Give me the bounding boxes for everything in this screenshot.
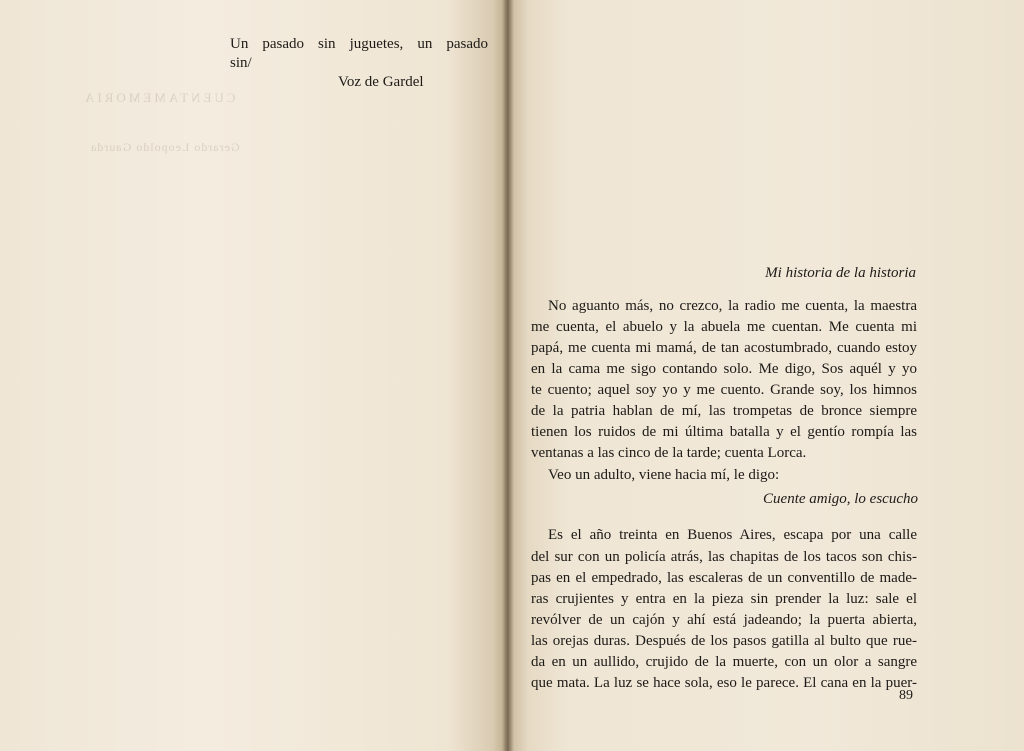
text-line: Veo un adulto, viene hacia mí, le digo: (548, 467, 780, 483)
epigraph-word: Un (230, 36, 249, 52)
text-line: te cuento; aquel soy yo y me cuento. Grande soy, los himnos (531, 382, 917, 398)
text-line: que mata. La luz se hace sola, eso le parece. El cana en la puer- (531, 675, 917, 691)
left-page (0, 0, 508, 751)
text-line: ventanas a las cinco de la tarde; cuenta Lorca. (531, 445, 807, 461)
show-through-author: Gerardo Leopoldo Gaurda (90, 140, 240, 154)
text-line: de la patria hablan de mí, las trompetas de bronce siempre (531, 403, 917, 419)
epigraph-author: Voz de Gardel (338, 74, 424, 90)
epigraph-word: pasado (262, 36, 305, 52)
text-line: del sur con un policía atrás, las chapitas de los tacos son chis- (531, 549, 917, 565)
text-line: en la cama me sigo contando solo. Me digo, Sos aquél y yo (531, 361, 917, 377)
text-line: revólver de un cajón y ahí está jadeando; la puerta abierta, (531, 612, 917, 628)
book-gutter (502, 0, 514, 751)
text-line: pas en el empedrado, las escaleras de un conventillo de made- (531, 570, 917, 586)
epigraph-line-2: sin/ (230, 55, 252, 71)
text-line: las orejas duras. Después de los pasos gatilla al bulto que rue- (531, 633, 917, 649)
epigraph-line-1 (230, 35, 488, 54)
epigraph-word: pasado (446, 36, 488, 52)
page-number: 89 (899, 688, 913, 703)
text-line: me cuenta, el abuelo y la abuela me cuentan. Me cuenta mi (531, 319, 917, 335)
text-line: Es el año treinta en Buenos Aires, escapa por una calle (548, 527, 917, 543)
section-heading-1: Mi historia de la historia (765, 265, 916, 281)
text-line: tienen los ruidos de mi última batalla y el gentío rompía las (531, 424, 917, 440)
epigraph-word: sin (318, 36, 336, 52)
text-line: ras crujientes y entra en la pieza sin prender la luz: sale el (531, 591, 917, 607)
text-line: papá, me cuenta mi mamá, de tan acostumbrado, cuando estoy (531, 340, 917, 356)
section-heading-2: Cuente amigo, lo escucho (763, 491, 918, 507)
epigraph-word: juguetes, (349, 36, 404, 52)
show-through-title: CUENTAMEMORIA (82, 90, 236, 105)
text-line: No aguanto más, no crezco, la radio me cuenta, la maestra (548, 298, 917, 314)
text-line: da en un aullido, crujido de la muerte, con un olor a sangre (531, 654, 917, 670)
epigraph-word: un (417, 36, 433, 52)
epigraph (230, 35, 488, 90)
